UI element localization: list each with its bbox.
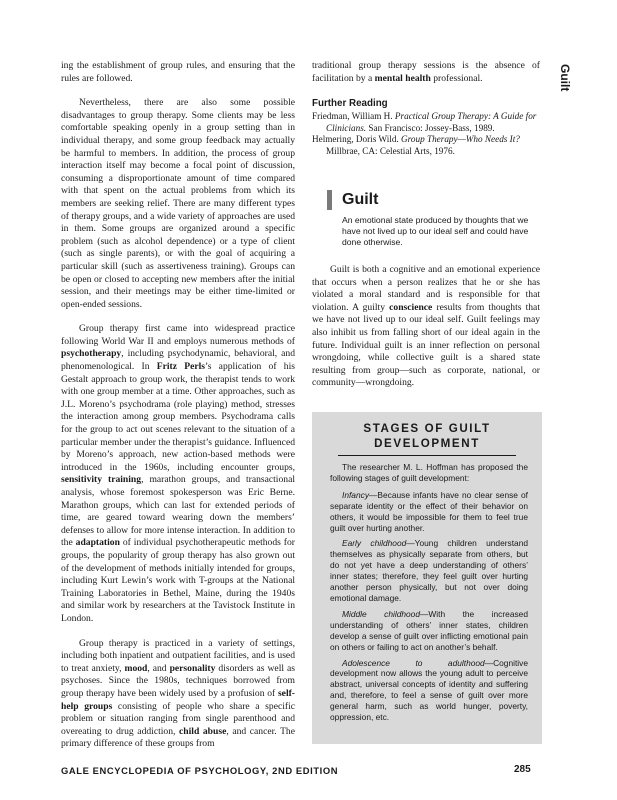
paragraph: Nevertheless, there are also some possible disadvantages to group therapy. Some clients may be less comfortable speaking openly in a group setting than in individual therapy, and some group feedback may actually be harmful to members. In addition, the process of group interaction itself may become a focal point of discussion, consuming a disproportionate amount of time compared with that spent on the actual problems from which its members are seeking relief. There are many different types of therapy groups, and a wide variety of approaches are used in them. Some groups are organized around a specific problem (such as alcohol dependence) or a type of client (such as single parents), or with the goal of acquiring a particular skill (such as assertiveness training). Groups can be open or closed to accepting new members after the initial session, and their meetings may be either time-limited or open-ended sessions. [61,97,295,310]
entry-title: Guilt [342,191,379,208]
term-link[interactable]: adaptation [75,537,120,549]
stage-item: Middle childhood—With the increased understanding of others’ inner states, children develop a sense of guilt over inflicting emotional pain on others or failing to act on another’s behalf. [330,608,528,652]
reference-item: Friedman, William H. Practical Group Therapy: A Guide for Clinicians. San Francisco: Jossey-Bass, 1989. [312,110,537,133]
stage-item: Adolescence to adulthood—Cognitive development now allows the young adult to perceive abstract, universal concepts of identity and suffering and, therefore, to feel a sense of guilt over more general harm, such as world hunger, poverty, oppression, etc. [330,657,528,723]
sidebar-intro: The researcher M. L. Hoffman has proposed the following stages of guilt development: [330,462,528,483]
paragraph: Group therapy is practiced in a variety of settings, including both inpatient and outpatient facilities, and is used to treat anxiety, mood, and personality disorders as well as psychoses. Since the 1980s, techniques borrowed from group therapy have been widely used by a profusion of self-help groups consisting of people who share a specific problem or situation ranging from single parenthood and overeating to drug addiction, child abuse, and cancer. The primary difference of these groups from [61,637,295,750]
further-reading-heading: Further Reading [312,98,388,110]
term-link[interactable]: mental health [374,72,431,84]
paragraph: Group therapy first came into widespread practice following World War II and employs numerous methods of psychotherapy, including psychodynamic, behavioral, and phenomenological. In Fritz Perls’s application of his Gestalt approach to group work, the therapist tends to work with one group member at a time. Other approaches, such as J.L. Moreno’s psychodrama (role playing) method, stresses the interaction among group members. Psychodrama calls for the group to act out scenes relevant to the situation of a particular member under the therapist’s guidance. Influenced by Moreno’s approach, new action-based methods were introduced in the 1960s, including encounter groups, sensitivity training, marathon groups, and transactional analysis, whose foremost spokesperson was Eric Berne. Marathon groups, which can last for extended periods of time, are geared toward wearing down the members’ defenses to allow for more intense interaction. In addition to the adaptation of individual psychotherapeutic methods for groups, the popularity of group therapy has also grown out of the development of methods initially intended for groups, including Kurt Lewin’s work with T-groups at the National Training Laboratories in Bethel, Maine, during the 1940s and similar work by researchers at the Tavistock Institute in London. [61,323,295,624]
footer-publication-title: GALE ENCYCLOPEDIA OF PSYCHOLOGY, 2ND EDITION [61,765,339,776]
term-link[interactable]: child abuse [179,725,227,737]
term-link[interactable]: self-help groups [61,687,295,712]
reference-item: Helmering, Doris Wild. Group Therapy—Who Needs It? Millbrae, CA: Celestial Arts, 1976. [312,134,520,157]
page-number: 285 [514,764,531,775]
sidebar-divider [338,455,516,456]
right-column [312,60,540,158]
term-link[interactable]: personality [169,662,216,674]
sidebar-box [312,412,542,744]
paragraph: ing the establishment of group rules, and ensuring that the rules are followed. [61,60,295,84]
paragraph: traditional group therapy sessions is the absence of facilitation by a mental health professional. [312,60,540,84]
paragraph: Guilt is both a cognitive and an emotional experience that occurs when a person realizes that he or she has violated a moral standard and is responsible for that violation. A guilty conscience results from thoughts that we have not lived up to our ideal self. Guilt feelings may also inhibit us from falling short of our ideal again in the future. Individual guilt is an inner reflection on personal wrongdoing, while collective guilt is a shared state resulting from group—such as corporate, national, or community—wrongdoing. [312,264,540,389]
entry-marker-bar [327,190,332,210]
stage-item: Early childhood—Young children understand themselves as physically separate from others, but do not yet have a deep understanding of others’ inner states; therefore, they feel guilt over hurting another person physically, but not over doing emotional damage. [330,538,529,603]
term-link[interactable]: psychotherapy [61,348,122,360]
stage-item: Infancy—Because infants have no clear sense of separate identity or the effect of their behavior on others, it would be impossible for them to feel true guilt over hurting another. [330,489,528,533]
term-link[interactable]: conscience [389,301,433,313]
sidebar-body [330,462,528,728]
left-column [61,60,295,751]
sidebar-title: STAGES OF GUILT DEVELOPMENT [363,422,491,450]
term-link[interactable]: Fritz Perls [156,361,206,373]
entry-definition: An emotional state produced by thoughts that we have not lived up to our ideal self and could have done otherwise. [342,215,529,248]
entry-body [312,264,540,390]
running-head-tab: Guilt [558,64,572,92]
entry-header [327,190,542,270]
term-link[interactable]: sensitivity training [61,474,142,486]
term-link[interactable]: mood [124,662,148,674]
